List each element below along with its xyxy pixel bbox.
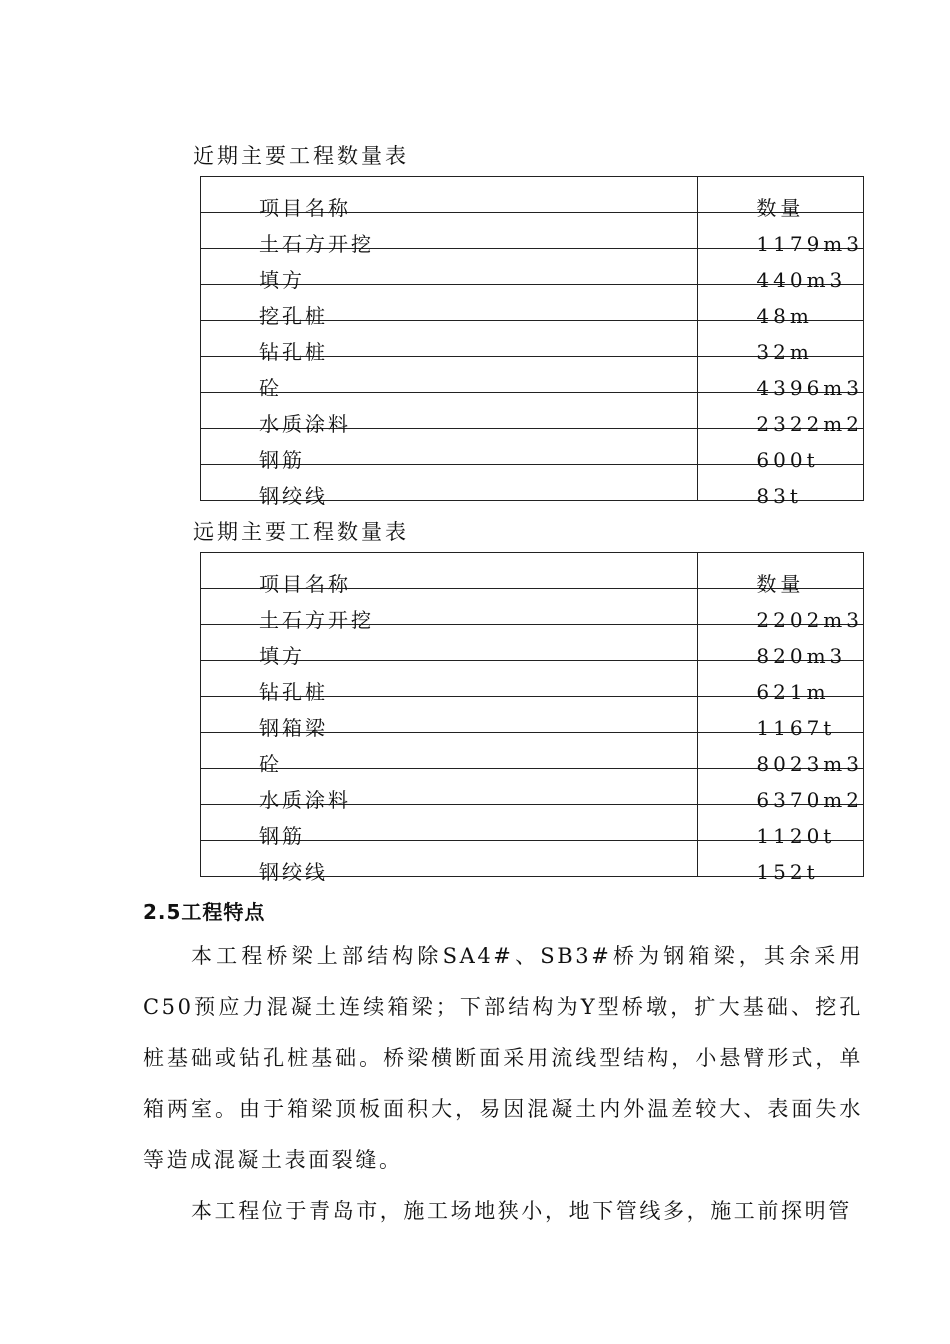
section-paragraph-1: 本工程桥梁上部结构除SA4#、SB3#桥为钢箱梁，其余采用C50预应力混凝土连续箱梁；下部结构为Y型桥墩，扩大基础、挖孔桩基础或钻孔桩基础。桥梁横断面采用流线型结构，小悬臂形式，单箱两室。由于箱梁顶板面积大，易因混凝土内外温差较大、表面失水等造成混凝土表面裂缝。 (143, 944, 863, 1172)
item-name: 钢绞线 (259, 484, 328, 508)
quantity-value: 32m (756, 340, 813, 364)
section-paragraph-2: 本工程位于青岛市，施工场地狭小，地下管线多，施工前探明管 (191, 1199, 852, 1223)
item-name: 钢筋 (259, 448, 305, 472)
table2-body (201, 553, 864, 884)
quantity-value: 1167t (756, 716, 836, 740)
item-name-cell (201, 553, 698, 596)
item-name-cell (201, 177, 698, 220)
quantity-cell (698, 553, 864, 596)
table-header-row (201, 553, 864, 589)
item-name: 项目名称 (259, 572, 351, 596)
quantity-value: 1179m3 (756, 232, 863, 256)
table2-caption: 远期主要工程数量表 (193, 520, 409, 544)
table-header-row (201, 177, 864, 213)
item-name: 钢箱梁 (259, 716, 328, 740)
quantity-value: 152t (756, 860, 819, 884)
quantity-value: 2202m3 (756, 608, 863, 632)
section-heading: 2.5工程特点 (143, 900, 266, 924)
quantity-value: 8023m3 (756, 752, 863, 776)
quantity-value: 6370m2 (756, 788, 863, 812)
item-name: 挖孔桩 (259, 304, 328, 328)
item-name: 土石方开挖 (259, 608, 374, 632)
item-name: 水质涂料 (259, 788, 351, 812)
item-name: 填方 (259, 644, 305, 668)
quantity-value: 48m (756, 304, 813, 328)
quantity-value: 440m3 (756, 268, 847, 292)
quantity-value: 1120t (756, 824, 836, 848)
long-term-quantity-table (200, 552, 864, 884)
item-name: 砼 (259, 752, 282, 776)
item-name: 项目名称 (259, 196, 351, 220)
quantity-value: 83t (756, 484, 802, 508)
item-name: 钻孔桩 (259, 340, 328, 364)
quantity-value: 4396m3 (756, 376, 863, 400)
quantity-value: 600t (756, 448, 819, 472)
table1-body (201, 177, 864, 508)
item-name: 钻孔桩 (259, 680, 328, 704)
quantity-value: 数量 (756, 196, 805, 220)
item-name: 水质涂料 (259, 412, 351, 436)
quantity-value: 2322m2 (756, 412, 863, 436)
quantity-value: 数量 (756, 572, 805, 596)
item-name: 砼 (259, 376, 282, 400)
item-name: 钢筋 (259, 824, 305, 848)
table1-caption: 近期主要工程数量表 (193, 144, 409, 168)
item-name: 土石方开挖 (259, 232, 374, 256)
item-name: 填方 (259, 268, 305, 292)
quantity-cell (698, 177, 864, 220)
quantity-value: 621m (756, 680, 830, 704)
item-name: 钢绞线 (259, 860, 328, 884)
near-term-quantity-table (200, 176, 864, 508)
quantity-value: 820m3 (756, 644, 847, 668)
